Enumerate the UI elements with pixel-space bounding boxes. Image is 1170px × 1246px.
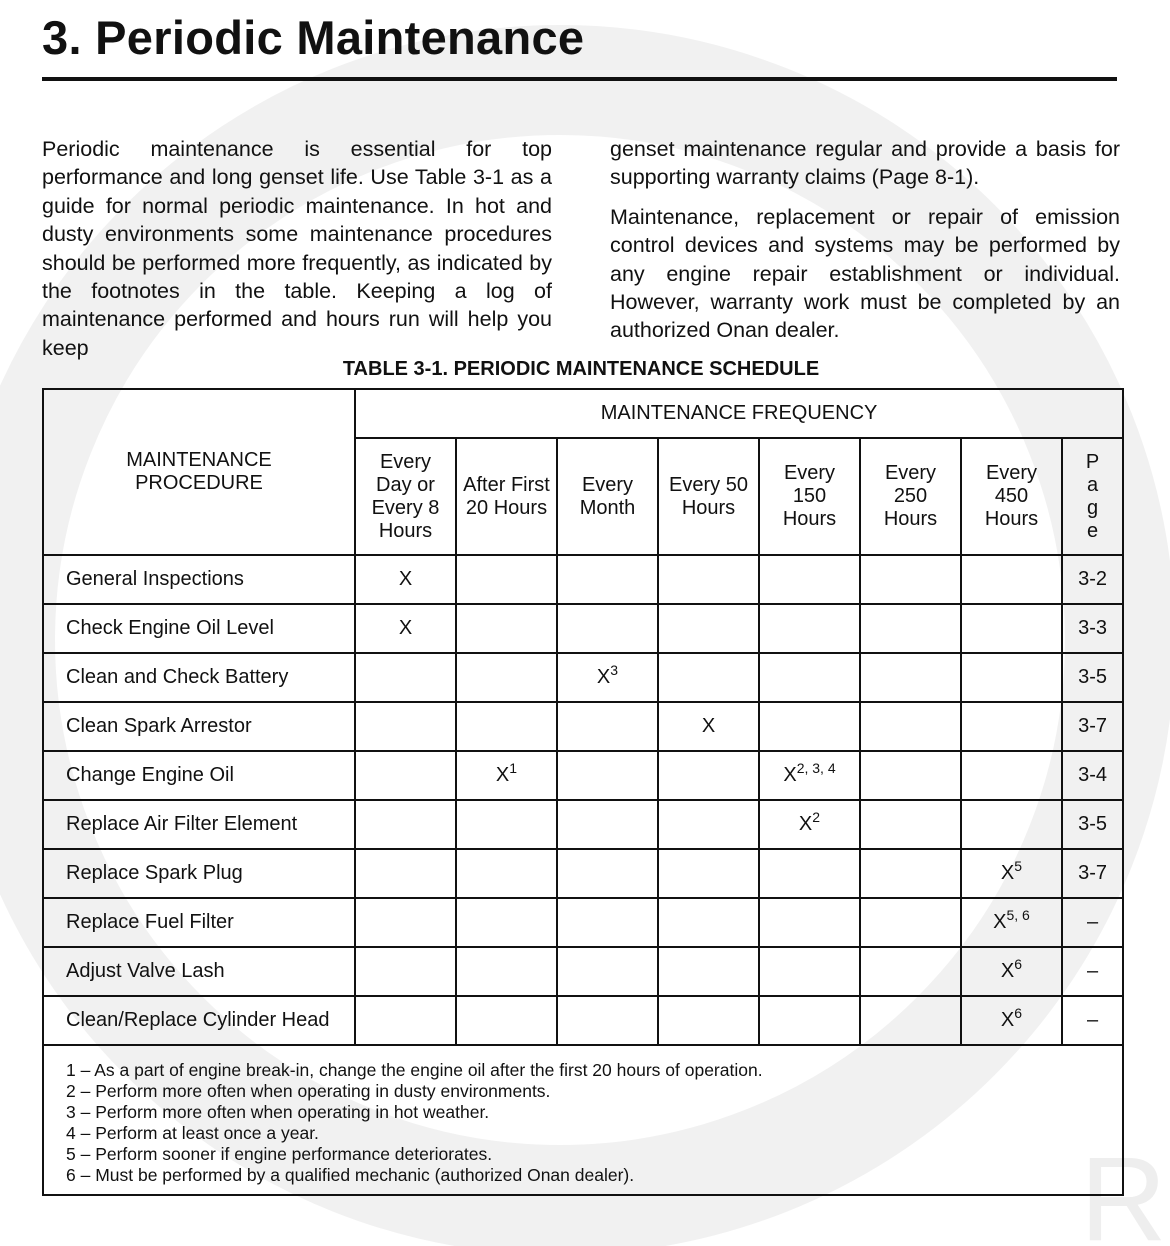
footnotes <box>43 1045 1123 1195</box>
table-caption: TABLE 3-1. PERIODIC MAINTENANCE SCHEDULE <box>342 358 820 380</box>
frequency-cell <box>860 604 961 653</box>
frequency-cell <box>456 702 557 751</box>
frequency-column-header <box>355 438 456 555</box>
footnote: 6 – Must be performed by a qualified mechanic (authorized Onan dealer). <box>66 1165 635 1185</box>
frequency-cell <box>355 898 456 947</box>
footnote-reference: 6 <box>1014 956 1023 972</box>
frequency-cell <box>759 800 860 849</box>
frequency-cell <box>961 996 1062 1045</box>
frequency-cell <box>860 898 961 947</box>
frequency-cell <box>658 996 759 1045</box>
footnote: 3 – Perform more often when operating in hot weather. <box>66 1102 490 1122</box>
check-mark: X <box>596 666 611 688</box>
footnote: 4 – Perform at least once a year. <box>66 1123 319 1143</box>
frequency-cell <box>961 555 1062 604</box>
page-reference-cell: 3-3 <box>1062 604 1123 653</box>
frequency-cell <box>456 849 557 898</box>
procedure-header <box>43 389 355 555</box>
frequency-cell <box>759 702 860 751</box>
frequency-cell <box>456 653 557 702</box>
frequency-column-header <box>860 438 961 555</box>
frequency-cell <box>456 996 557 1045</box>
frequency-cell <box>860 947 961 996</box>
frequency-cell <box>759 555 860 604</box>
frequency-cell <box>961 702 1062 751</box>
frequency-cell <box>759 751 860 800</box>
frequency-cell <box>557 898 658 947</box>
page-column-label: Page <box>1085 450 1100 542</box>
footnote-reference: 2 <box>812 809 821 825</box>
title-rule <box>42 77 1117 81</box>
footnote: 2 – Perform more often when operating in dusty environments. <box>66 1081 551 1101</box>
frequency-cell <box>557 653 658 702</box>
frequency-cell <box>456 947 557 996</box>
maintenance-schedule-table <box>42 388 1124 1196</box>
procedure-cell: Adjust Valve Lash <box>43 947 355 996</box>
frequency-cell <box>961 604 1062 653</box>
footnote: 5 – Perform sooner if engine performance deteriorates. <box>66 1144 493 1164</box>
frequency-column-label: Every 50 Hours <box>669 473 748 519</box>
frequency-cell <box>355 849 456 898</box>
frequency-cell <box>658 555 759 604</box>
table-row <box>43 947 1123 996</box>
page-reference-cell: – <box>1062 898 1123 947</box>
procedure-cell: Replace Fuel Filter <box>43 898 355 947</box>
table-row <box>43 653 1123 702</box>
frequency-cell <box>658 849 759 898</box>
check-mark: X <box>495 764 510 786</box>
frequency-column-header <box>658 438 759 555</box>
frequency-cell <box>759 898 860 947</box>
frequency-cell <box>658 947 759 996</box>
intro-left-column <box>42 135 552 362</box>
frequency-cell <box>355 800 456 849</box>
table-row <box>43 555 1123 604</box>
frequency-cell <box>860 702 961 751</box>
footnote-reference: 2, 3, 4 <box>796 760 836 776</box>
frequency-cell <box>961 898 1062 947</box>
frequency-cell <box>456 555 557 604</box>
frequency-cell <box>860 996 961 1045</box>
frequency-cell <box>961 751 1062 800</box>
frequency-cell <box>355 751 456 800</box>
procedure-cell: Clean and Check Battery <box>43 653 355 702</box>
frequency-cell <box>860 751 961 800</box>
frequency-cell <box>557 702 658 751</box>
page-reference-cell: 3-4 <box>1062 751 1123 800</box>
check-mark: X <box>398 617 413 639</box>
intro-paragraph-1-continued: genset maintenance regular and provide a basis for supporting warranty claims (Page 8-1). <box>610 137 1120 190</box>
table-row <box>43 800 1123 849</box>
procedure-cell: Replace Spark Plug <box>43 849 355 898</box>
frequency-column-header <box>759 438 860 555</box>
procedure-cell: Change Engine Oil <box>43 751 355 800</box>
frequency-column-label: Every 150 Hours <box>782 462 837 530</box>
frequency-cell <box>860 555 961 604</box>
frequency-cell <box>355 702 456 751</box>
intro-right-column <box>610 135 1120 345</box>
frequency-cell <box>557 996 658 1045</box>
page-column-header <box>1062 438 1123 555</box>
frequency-cell <box>355 947 456 996</box>
frequency-cell <box>355 604 456 653</box>
frequency-cell <box>456 898 557 947</box>
table-row <box>43 702 1123 751</box>
footnote-reference: 6 <box>1014 1005 1023 1021</box>
frequency-cell <box>860 653 961 702</box>
frequency-column-label: Every Month <box>579 473 636 519</box>
footnote-reference: 5, 6 <box>1006 907 1030 923</box>
footnote: 1 – As a part of engine break-in, change the engine oil after the first 20 hours of operation. <box>66 1060 763 1080</box>
frequency-cell <box>961 800 1062 849</box>
check-mark: X <box>1000 1009 1015 1031</box>
frequency-cell <box>658 653 759 702</box>
frequency-cell <box>658 751 759 800</box>
frequency-cell <box>759 653 860 702</box>
frequency-cell <box>456 800 557 849</box>
table-row <box>43 849 1123 898</box>
procedure-header-label: MAINTENANCE PROCEDURE <box>126 449 272 494</box>
table-row <box>43 604 1123 653</box>
frequency-cell <box>759 604 860 653</box>
frequency-cell <box>557 849 658 898</box>
frequency-column-label: Every 450 Hours <box>984 462 1039 530</box>
frequency-cell <box>860 849 961 898</box>
intro-paragraph-1: Periodic maintenance is essential for top performance and long genset life. Use Table 3-1 as a guide for normal periodic maintenance. In hot and dusty environments some maintenance procedures should be performed more frequently, as indicated by the footnotes in the table. Keeping a log of maintenance performed and hours run will help you keep <box>42 137 552 360</box>
check-mark: X <box>1000 862 1015 884</box>
page-title: 3. Periodic Maintenance <box>42 11 585 64</box>
procedure-cell: Check Engine Oil Level <box>43 604 355 653</box>
page-reference-cell: 3-7 <box>1062 849 1123 898</box>
frequency-column-header <box>456 438 557 555</box>
frequency-cell <box>355 653 456 702</box>
procedure-cell: Clean/Replace Cylinder Head <box>43 996 355 1045</box>
frequency-cell <box>860 800 961 849</box>
check-mark: X <box>701 715 716 737</box>
procedure-cell: Replace Air Filter Element <box>43 800 355 849</box>
table-row <box>43 898 1123 947</box>
frequency-cell <box>557 751 658 800</box>
check-mark: X <box>993 911 1007 933</box>
page-reference-cell: – <box>1062 996 1123 1045</box>
footnotes-row <box>43 1045 1123 1195</box>
frequency-cell <box>759 849 860 898</box>
frequency-cell <box>456 751 557 800</box>
frequency-cell <box>658 800 759 849</box>
table-row <box>43 751 1123 800</box>
frequency-cell <box>658 898 759 947</box>
frequency-cell <box>658 604 759 653</box>
check-mark: X <box>798 813 813 835</box>
frequency-cell <box>557 604 658 653</box>
frequency-cell <box>557 800 658 849</box>
frequency-cell <box>759 996 860 1045</box>
footnote-reference: 5 <box>1014 858 1023 874</box>
frequency-cell <box>557 947 658 996</box>
frequency-cell <box>557 555 658 604</box>
page-reference-cell: 3-5 <box>1062 653 1123 702</box>
page-reference-cell: – <box>1062 947 1123 996</box>
frequency-cell <box>355 996 456 1045</box>
procedure-cell: Clean Spark Arrestor <box>43 702 355 751</box>
check-mark: X <box>783 764 797 786</box>
page-reference-cell: 3-2 <box>1062 555 1123 604</box>
footnote-reference: 1 <box>509 760 518 776</box>
frequency-cell <box>759 947 860 996</box>
page-reference-cell: 3-7 <box>1062 702 1123 751</box>
check-mark: X <box>398 568 413 590</box>
svg-text:R: R <box>1080 1132 1167 1246</box>
frequency-column-header <box>557 438 658 555</box>
footnote-reference: 3 <box>610 662 619 678</box>
procedure-cell: General Inspections <box>43 555 355 604</box>
frequency-cell <box>961 849 1062 898</box>
frequency-cell <box>961 653 1062 702</box>
intro-paragraph-2: Maintenance, replacement or repair of emission control devices and systems may be performed by any engine repair establishment or individual. However, warranty work must be completed by an authorized Onan dealer. <box>610 204 1120 343</box>
check-mark: X <box>1000 960 1015 982</box>
frequency-column-header <box>961 438 1062 555</box>
frequency-header: MAINTENANCE FREQUENCY <box>355 389 1123 438</box>
page-reference-cell: 3-5 <box>1062 800 1123 849</box>
frequency-cell <box>658 702 759 751</box>
table-row <box>43 996 1123 1045</box>
frequency-column-label: After First 20 Hours <box>463 473 550 519</box>
frequency-column-label: Every 250 Hours <box>883 462 938 530</box>
frequency-cell <box>456 604 557 653</box>
frequency-cell <box>355 555 456 604</box>
frequency-cell <box>961 947 1062 996</box>
frequency-column-label: Every Day or Every 8 Hours <box>371 450 440 542</box>
